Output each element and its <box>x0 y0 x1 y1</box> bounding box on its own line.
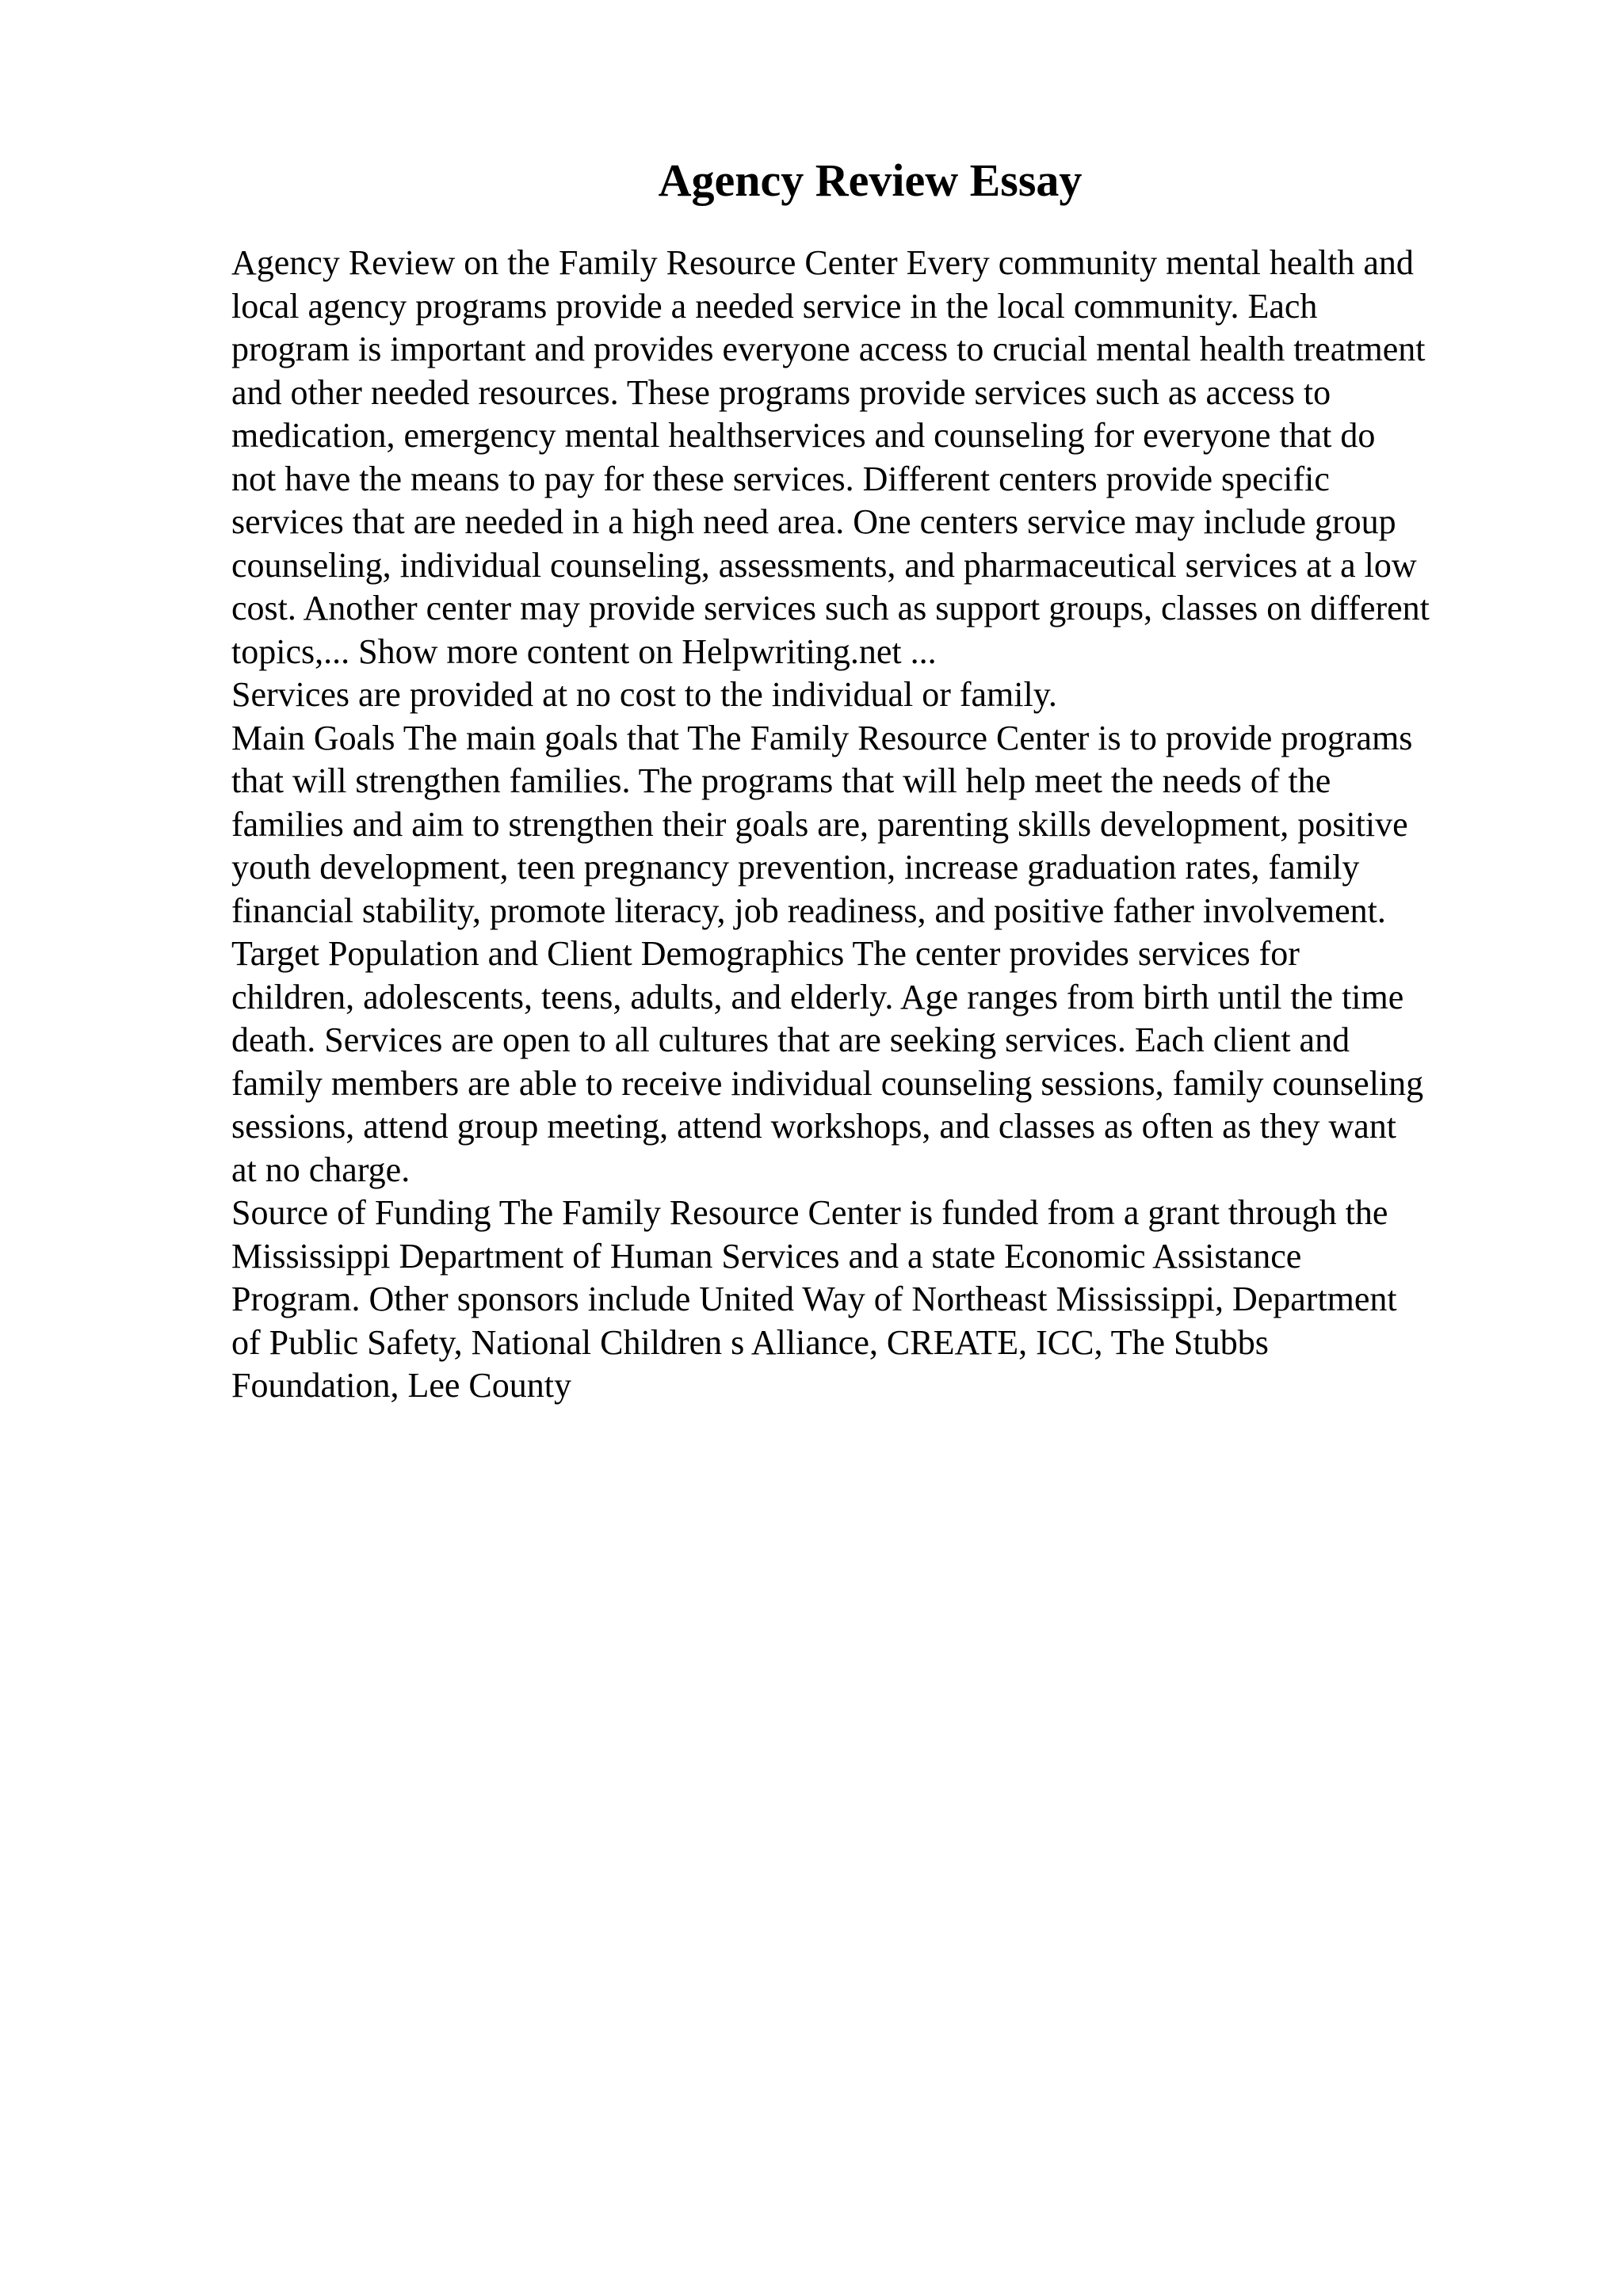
body-line: Source of Funding The Family Resource Center is funded from a grant through the <box>231 1193 1388 1232</box>
body-line: local agency programs provide a needed service in the local community. Each <box>231 286 1318 326</box>
body-line: family members are able to receive individual counseling sessions, family counseling <box>231 1063 1424 1103</box>
body-line: medication, emergency mental healthservices and counseling for everyone that do <box>231 416 1376 455</box>
body-line: Agency Review on the Family Resource Center Every community mental health and <box>231 243 1414 282</box>
body-line: Target Population and Client Demographics The center provides services for <box>231 934 1300 973</box>
body-line: Mississippi Department of Human Services and a state Economic Assistance <box>231 1236 1302 1276</box>
body-line: program is important and provides everyone access to crucial mental health treatment <box>231 330 1426 368</box>
body-line: topics,... Show more content on Helpwriting.net ... <box>231 631 937 671</box>
body-line: death. Services are open to all cultures that are seeking services. Each client and <box>231 1020 1350 1059</box>
body-line: financial stability, promote literacy, job readiness, and positive father involvement. <box>231 891 1386 930</box>
body-line: Program. Other sponsors include United Way of Northeast Mississippi, Department <box>231 1280 1397 1318</box>
body-line: that will strengthen families. The programs that will help meet the needs of the <box>231 761 1331 800</box>
body-line: families and aim to strengthen their goals are, parenting skills development, positive <box>231 804 1408 844</box>
body-line: sessions, attend group meeting, attend workshops, and classes as often as they want <box>231 1107 1397 1146</box>
body-line: youth development, teen pregnancy prevention, increase graduation rates, family <box>231 848 1360 887</box>
body-line: of Public Safety, National Children s Alliance, CREATE, ICC, The Stubbs <box>231 1322 1269 1362</box>
document-body <box>231 242 1515 1408</box>
body-line: Services are provided at no cost to the individual or family. <box>231 675 1057 714</box>
body-line: children, adolescents, teens, adults, and elderly. Age ranges from birth until the time <box>231 977 1404 1016</box>
body-line: services that are needed in a high need area. One centers service may include group <box>231 502 1396 541</box>
body-line: Main Goals The main goals that The Family Resource Center is to provide programs <box>231 718 1413 757</box>
body-line: at no charge. <box>231 1150 411 1189</box>
body-line: Foundation, Lee County <box>231 1366 571 1405</box>
document-title: Agency Review Essay <box>658 154 1083 206</box>
body-line: not have the means to pay for these services. Different centers provide specific <box>231 459 1330 498</box>
body-line: cost. Another center may provide services such as support groups, classes on different <box>231 589 1430 627</box>
body-line: and other needed resources. These programs provide services such as access to <box>231 372 1331 412</box>
body-line: counseling, individual counseling, assessments, and pharmaceutical services at a low <box>231 545 1417 585</box>
